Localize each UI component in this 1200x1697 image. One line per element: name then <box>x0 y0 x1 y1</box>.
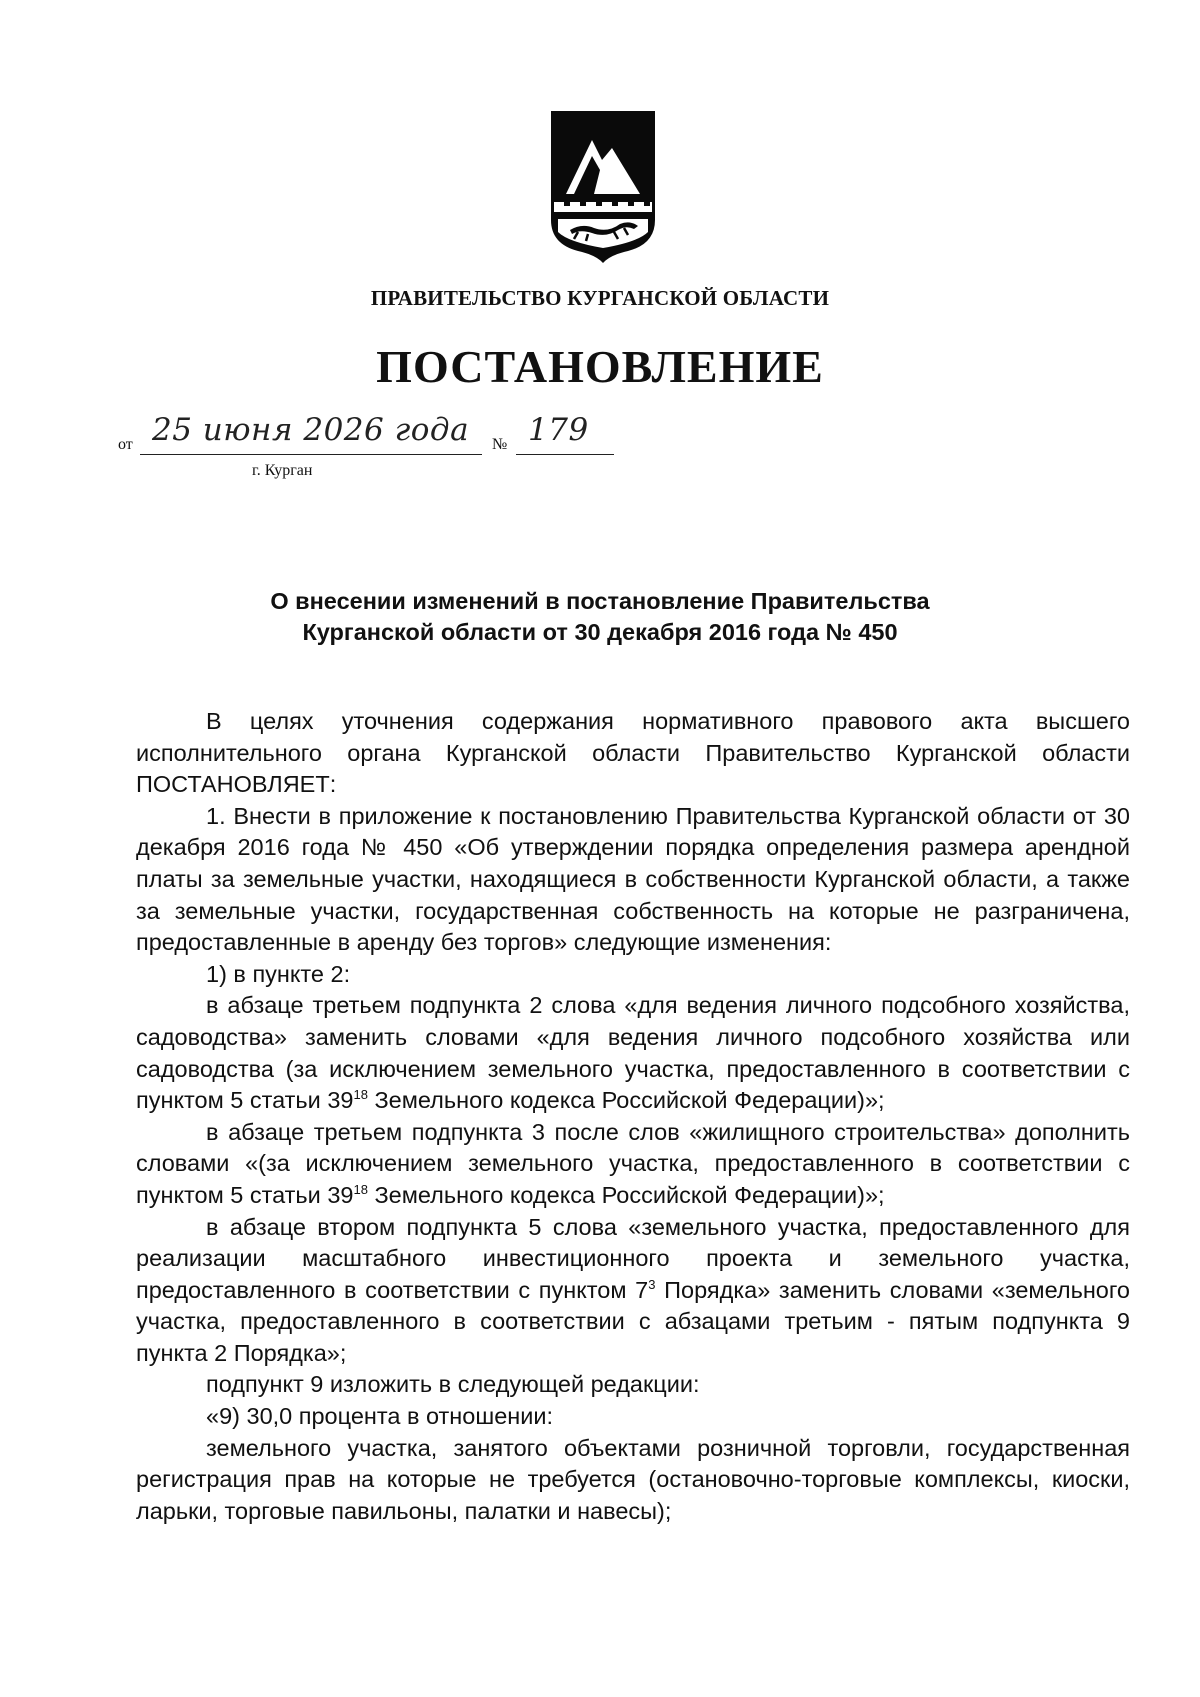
paragraph-retail-land: земельного участка, занятого объектами розничной торговли, государственная регистрация прав на которые не требуется (остановочно-торговые комплексы, киоски, ларьки, торговые павильоны, палатки и навесы); <box>136 1434 1130 1524</box>
paragraph-amendment-3 <box>136 1212 1130 1370</box>
date-prefix-label: от <box>118 436 133 453</box>
article-superscript: 18 <box>353 1087 368 1103</box>
amendment-3-text: в абзаце втором подпункта 5 слова «земельного участка, предоставленного для реализации масштабного инвестиционного проекта и земельного участка, предоставленного в соответствии с пунктом 7 <box>136 1213 1130 1303</box>
handwritten-date: 25 июня 2026 года <box>152 412 470 448</box>
document-type-title: ПОСТАНОВЛЕНИЕ <box>376 341 824 392</box>
handwritten-number: 179 <box>528 412 589 448</box>
paragraph-item-1: 1. Внести в приложение к постановлению Правительства Курганской области от 30 декабря 2016 года № 450 «Об утверждении порядка определения размера арендной платы за земельные участки, находящиеся в собственности Курганской области, а также за земельные участки, государственная собственность на которые не разграничена, предоставленные в аренду без торгов» следующие изменения: <box>136 802 1130 956</box>
number-label: № <box>492 436 508 453</box>
paragraph-amendment-1 <box>136 990 1130 1116</box>
paragraph-preamble: В целях уточнения содержания нормативного правового акта высшего исполнительного органа Курганской области Правительство Курганской области ПОСТАНОВЛЯЕТ: <box>136 708 1130 798</box>
subject-line-1: О внесении изменений в постановление Правительства <box>270 588 930 614</box>
coat-of-arms-icon <box>548 108 658 264</box>
paragraph-subpoint-9-intro: подпункт 9 изложить в следующей редакции: <box>206 1371 700 1398</box>
amendment-2-text-end: Земельного кодекса Российской Федерации)»; <box>367 1181 885 1208</box>
subject-line-2: Курганской области от 30 декабря 2016 года № 450 <box>302 619 898 645</box>
government-name: ПРАВИТЕЛЬСТВО КУРГАНСКОЙ ОБЛАСТИ <box>370 286 830 310</box>
amendment-1-text-end: Земельного кодекса Российской Федерации)»; <box>367 1087 885 1114</box>
number-underline <box>516 454 614 455</box>
paragraph-subpoint-9-rate: «9) 30,0 процента в отношении: <box>206 1403 554 1430</box>
date-underline <box>140 454 482 455</box>
amendment-1-text: в абзаце третьем подпункта 2 слова «для ведения личного подсобного хозяйства, садоводства» заменить словами «для ведения личного подсобного хозяйства или садоводства (за исключением земельного участка, предоставленного в соответствии с пунктом 5 статьи 39 <box>136 992 1130 1114</box>
city-label: г. Курган <box>252 462 313 479</box>
article-superscript: 18 <box>353 1181 368 1197</box>
paragraph-amendment-2 <box>136 1117 1130 1212</box>
document-body <box>136 706 1130 1527</box>
paragraph-subitem-1: 1) в пункте 2: <box>206 960 351 987</box>
amendment-3-text-end: Порядка» заменить словами «земельного участка, предоставленного в соответствии с абзацами третьим - пятым подпункта 9 пункта 2 Порядка»; <box>136 1276 1130 1366</box>
document-subject <box>180 586 1020 648</box>
amendment-2-text: в абзаце третьем подпункта 3 после слов «жилищного строительства» дополнить словами «(за исключением земельного участка, предоставленного в соответствии с пунктом 5 статьи 39 <box>136 1118 1130 1208</box>
point-superscript: 3 <box>648 1276 656 1292</box>
